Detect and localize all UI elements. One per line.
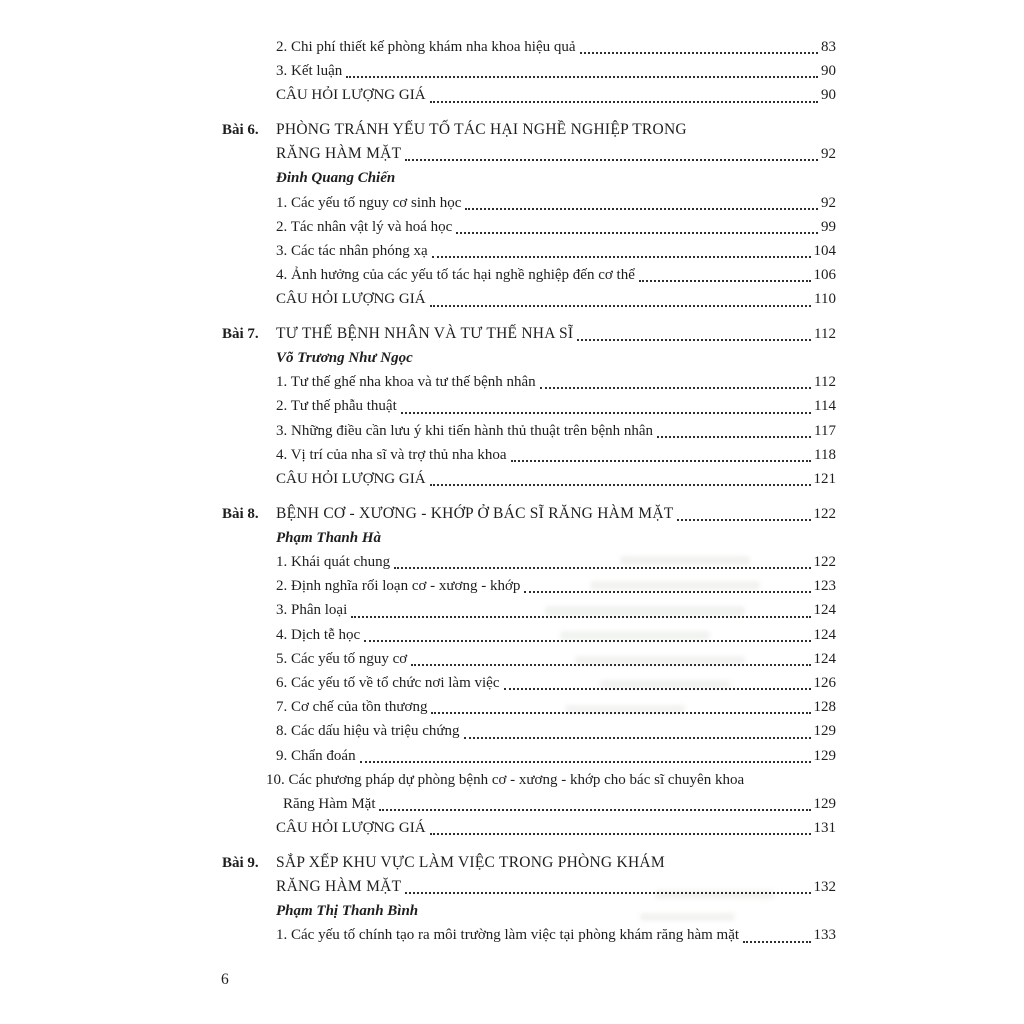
toc-row	[222, 287, 836, 311]
dot-leader	[351, 616, 810, 618]
dot-leader	[430, 833, 811, 835]
entry-text: 8. Các dấu hiệu và triệu chứng	[276, 723, 460, 740]
toc-row	[222, 744, 836, 768]
toc-row	[222, 695, 836, 719]
toc-row	[222, 215, 836, 239]
toc-row	[222, 142, 836, 166]
toc-row	[222, 526, 836, 550]
page-ref: 129	[813, 795, 836, 812]
dot-leader	[379, 809, 810, 811]
dot-leader	[677, 519, 810, 521]
toc-row	[222, 816, 836, 840]
toc-row	[222, 443, 836, 467]
entry-text: 5. Các yếu tố nguy cơ	[276, 650, 408, 667]
page-ref: 122	[813, 505, 836, 522]
entry-text: 1. Các yếu tố chính tạo ra môi trường làm việc tại phòng khám răng hàm mặt	[276, 927, 740, 944]
toc-row	[222, 322, 836, 346]
toc-section	[222, 322, 836, 491]
toc-row	[222, 502, 836, 526]
page-ref: 129	[813, 747, 836, 764]
entry-text: 6. Các yếu tố về tổ chức nơi làm việc	[276, 674, 500, 691]
page-ref: 133	[813, 927, 836, 944]
entry-text: 2. Định nghĩa rối loạn cơ - xương - khớp	[276, 578, 521, 595]
entry-text: CÂU HỎI LƯỢNG GIÁ	[276, 291, 426, 308]
toc-section	[222, 851, 836, 948]
toc-section	[222, 35, 836, 108]
dot-leader	[430, 484, 811, 486]
entry-text: 2. Tư thế phẫu thuật	[276, 398, 397, 415]
page-ref: 117	[814, 422, 836, 439]
entry-text: 3. Các tác nhân phóng xạ	[276, 242, 428, 259]
page-ref: 112	[814, 374, 836, 391]
dot-leader	[456, 232, 818, 234]
toc-row	[222, 419, 836, 443]
entry-text: 3. Phân loại	[276, 602, 348, 619]
entry-text: 4. Dịch tễ học	[276, 626, 361, 643]
page-ref: 92	[821, 146, 836, 163]
chapter-label: Bài 9.	[222, 854, 259, 871]
toc-row	[222, 647, 836, 671]
dot-leader	[430, 305, 812, 307]
dot-leader	[401, 412, 811, 414]
chapter-title: RĂNG HÀM MẶT	[276, 877, 402, 895]
toc-row	[222, 263, 836, 287]
toc-row	[222, 719, 836, 743]
entry-text: Răng Hàm Mặt	[283, 795, 376, 812]
page-ref: 121	[813, 471, 836, 488]
dot-leader	[577, 339, 811, 341]
entry-text: 3. Những điều cần lưu ý khi tiến hành thủ thuật trên bệnh nhân	[276, 422, 654, 439]
chapter-label: Bài 8.	[222, 505, 259, 522]
author-name: Võ Trương Như Ngọc	[276, 350, 413, 367]
page-number: 6	[221, 971, 229, 988]
toc-row	[222, 623, 836, 647]
dot-leader	[657, 436, 811, 438]
dot-leader	[743, 941, 810, 943]
page-ref: 124	[813, 602, 836, 619]
page-ref: 99	[821, 218, 836, 235]
toc-row	[222, 574, 836, 598]
toc-section	[222, 502, 836, 841]
dot-leader	[504, 688, 811, 690]
dot-leader	[580, 52, 818, 54]
page-ref: 92	[821, 194, 836, 211]
entry-text: 2. Chi phí thiết kế phòng khám nha khoa hiệu quả	[276, 39, 576, 55]
toc-row	[222, 550, 836, 574]
entry-text: CÂU HỎI LƯỢNG GIÁ	[276, 471, 426, 488]
toc	[222, 35, 836, 948]
toc-row	[222, 239, 836, 263]
page-ref: 124	[813, 626, 836, 643]
chapter-title: SẮP XẾP KHU VỰC LÀM VIỆC TRONG PHÒNG KHÁM	[276, 853, 665, 871]
dot-leader	[524, 591, 810, 593]
author-name: Phạm Thị Thanh Bình	[276, 903, 419, 920]
chapter-title: TƯ THẾ BỆNH NHÂN VÀ TƯ THẾ NHA SĨ	[276, 324, 574, 342]
page-ref: 90	[821, 63, 836, 80]
entry-text: CÂU HỎI LƯỢNG GIÁ	[276, 87, 426, 104]
page-ref: 110	[814, 291, 836, 308]
toc-row	[222, 191, 836, 215]
author-name: Đinh Quang Chiến	[276, 170, 396, 187]
chapter-title: RĂNG HÀM MẶT	[276, 145, 402, 163]
dot-leader	[364, 640, 810, 642]
entry-text: 10. Các phương pháp dự phòng bệnh cơ - xương - khớp cho bác sĩ chuyên khoa	[266, 771, 745, 788]
toc-row	[222, 118, 836, 142]
entry-text: 4. Vị trí của nha sĩ và trợ thủ nha khoa	[276, 446, 507, 463]
dot-leader	[511, 460, 812, 462]
page-ref: 123	[813, 578, 836, 595]
toc-row	[222, 35, 836, 59]
dot-leader	[346, 76, 818, 78]
page-ref: 126	[813, 674, 836, 691]
page-ref: 129	[813, 723, 836, 740]
toc-row	[222, 598, 836, 622]
toc-row	[222, 83, 836, 107]
author-name: Phạm Thanh Hà	[276, 529, 382, 546]
page-ref: 106	[813, 267, 836, 284]
toc-row	[222, 851, 836, 875]
toc-row	[222, 792, 836, 816]
dot-leader	[431, 712, 810, 714]
dot-leader	[405, 159, 818, 161]
toc-row	[222, 346, 836, 370]
toc-row	[222, 768, 836, 792]
dot-leader	[464, 737, 811, 739]
toc-row	[222, 671, 836, 695]
entry-text: 4. Ảnh hưởng của các yếu tố tác hại nghề nghiệp đến cơ thể	[276, 267, 635, 284]
toc-row	[222, 923, 836, 947]
dot-leader	[360, 761, 811, 763]
dot-leader	[639, 280, 811, 282]
page-ref: 128	[813, 699, 836, 716]
page-ref: 124	[813, 650, 836, 667]
dot-leader	[405, 892, 810, 894]
entry-text: 3. Kết luận	[276, 63, 343, 80]
toc-row	[222, 166, 836, 190]
chapter-title: PHÒNG TRÁNH YẾU TỐ TÁC HẠI NGHỀ NGHIỆP TRONG	[276, 120, 687, 138]
page-ref: 122	[813, 553, 836, 570]
toc-section	[222, 118, 836, 312]
entry-text: 2. Tác nhân vật lý và hoá học	[276, 218, 453, 235]
page-ref: 104	[813, 242, 836, 259]
entry-text: 1. Khái quát chung	[276, 553, 391, 570]
page-ref: 118	[814, 446, 836, 463]
page-ref: 90	[821, 87, 836, 104]
dot-leader	[465, 208, 818, 210]
page-ref: 131	[813, 820, 836, 837]
entry-text: 1. Tư thế ghế nha khoa và tư thế bệnh nhân	[276, 374, 536, 391]
chapter-title: BỆNH CƠ - XƯƠNG - KHỚP Ở BÁC SĨ RĂNG HÀM MẶT	[276, 504, 674, 522]
dot-leader	[394, 567, 810, 569]
page-ref: 83	[821, 39, 836, 55]
entry-text: CÂU HỎI LƯỢNG GIÁ	[276, 820, 426, 837]
toc-row	[222, 370, 836, 394]
dot-leader	[540, 387, 811, 389]
toc-row	[222, 59, 836, 83]
dot-leader	[411, 664, 810, 666]
dot-leader	[432, 256, 811, 258]
toc-row	[222, 875, 836, 899]
toc-row	[222, 899, 836, 923]
entry-text: 1. Các yếu tố nguy cơ sinh học	[276, 194, 462, 211]
page-ref: 112	[814, 325, 836, 342]
page-ref: 114	[814, 398, 836, 415]
entry-text: 7. Cơ chế của tồn thương	[276, 699, 428, 716]
toc-row	[222, 467, 836, 491]
chapter-label: Bài 7.	[222, 325, 259, 342]
chapter-label: Bài 6.	[222, 121, 259, 138]
page-ref: 132	[813, 878, 836, 895]
entry-text: 9. Chẩn đoán	[276, 747, 356, 764]
dot-leader	[430, 101, 818, 103]
toc-row	[222, 394, 836, 418]
